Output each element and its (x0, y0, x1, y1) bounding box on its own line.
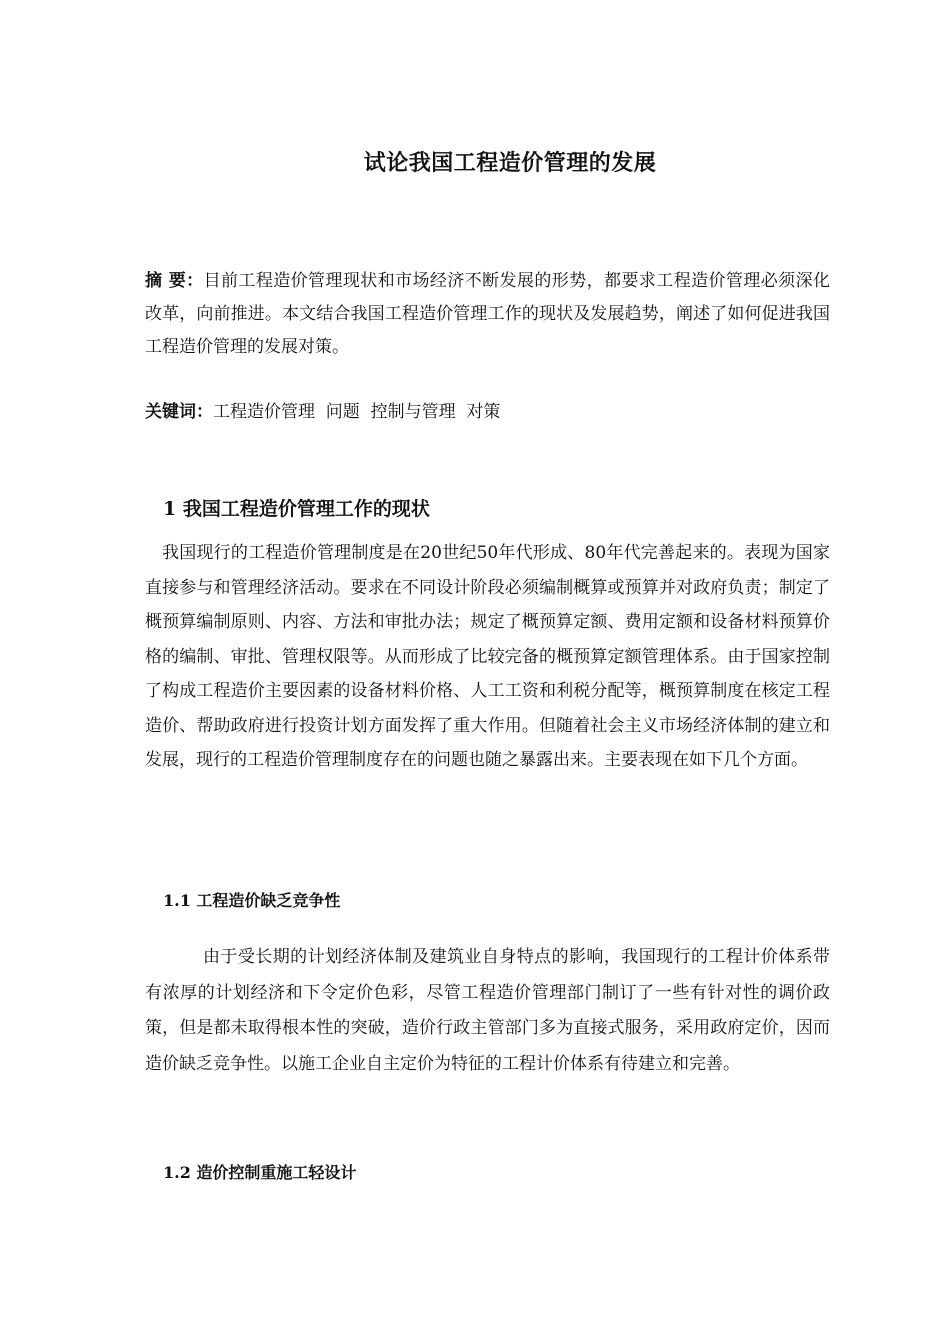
abstract-paragraph (145, 265, 830, 364)
section-heading-1: 1 我国工程造价管理工作的现状 (163, 498, 430, 520)
abstract-text: 目前工程造价管理现状和市场经济不断发展的形势，都要求工程造价管理必须深化改革，向前推进。本文结合我国工程造价管理工作的现状及发展趋势，阐述了如何促进我国工程造价管理的发展对策。 (145, 271, 831, 357)
subsection-1-1-paragraph: 由于受长期的计划经济体制及建筑业自身特点的影响，我国现行的工程计价体系带有浓厚的计划经济和下令定价色彩，尽管工程造价管理部门制订了一些有针对性的调价政策，但是都未取得根本性的突破，造价行政主管部门多为直接式服务，采用政府定价，因而造价缺乏竞争性。以施工企业自主定价为特征的工程计价体系有待建立和完善。 (145, 947, 830, 1074)
subsection-heading-1-1: 1.1 工程造价缺乏竞争性 (163, 891, 341, 910)
subsection-heading-1-2: 1.2 造价控制重施工轻设计 (163, 1163, 357, 1182)
keywords-line (145, 397, 500, 427)
keywords-text: 工程造价管理 问题 控制与管理 对策 (213, 402, 501, 422)
section-1-paragraph: 我国现行的工程造价管理制度是在20世纪50年代形成、80年代完善起来的。表现为国家直接参与和管理经济活动。要求在不同设计阶段必须编制概算或预算并对政府负责；制定了概预算编制原则、内容、方法和审批办法；规定了概预算定额、费用定额和设备材料预算价格的编制、审批、管理权限等。从而形成了比较完备的概预算定额管理体系。由于国家控制了构成工程造价主要因素的设备材料价格、人工工资和利税分配等，概预算制度在核定工程造价、帮助政府进行投资计划方面发挥了重大作用。但随着社会主义市场经济体制的建立和发展，现行的工程造价管理制度存在的问题也随之暴露出来。主要表现在如下几个方面。 (145, 543, 830, 770)
document-title: 试论我国工程造价管理的发展 (363, 150, 657, 176)
keywords-label: 关键词： (145, 402, 213, 422)
abstract-label: 摘 要： (145, 271, 204, 291)
